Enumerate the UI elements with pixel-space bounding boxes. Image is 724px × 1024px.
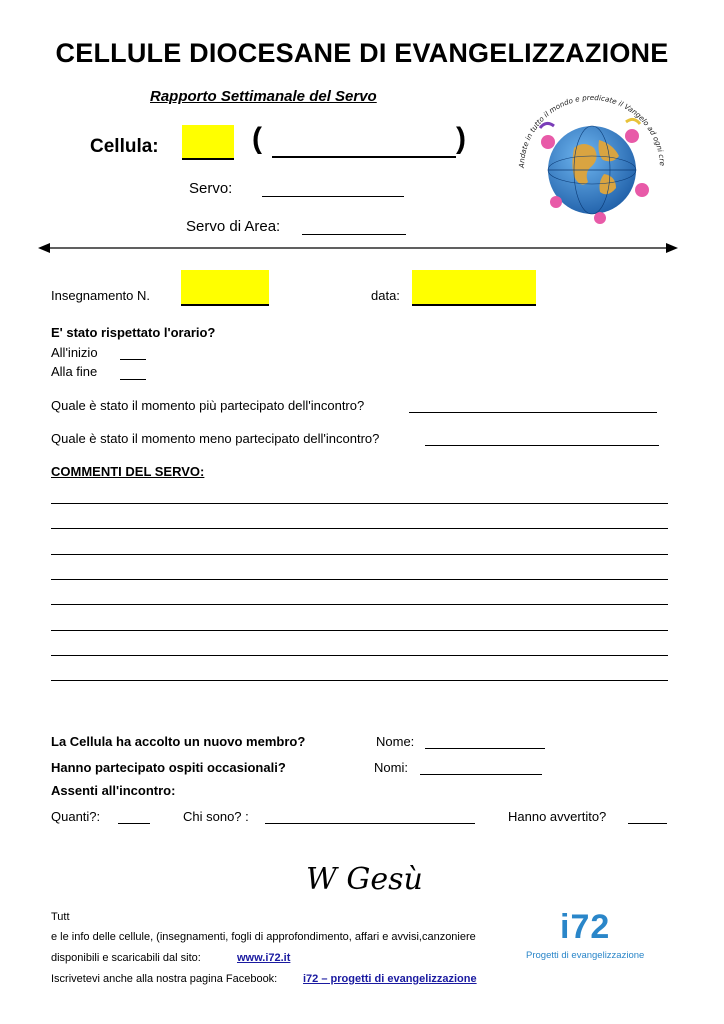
- servo-label: Servo:: [189, 180, 233, 197]
- comment-line[interactable]: [51, 503, 668, 504]
- comment-line[interactable]: [51, 604, 668, 605]
- how-many-label: Quanti?:: [51, 809, 101, 824]
- footer-line-4: Iscrivetevi anche alla nostra pagina Facebook:: [51, 973, 278, 985]
- comment-line[interactable]: [51, 655, 668, 656]
- area-servo-field[interactable]: [302, 234, 406, 235]
- start-field[interactable]: [120, 359, 146, 360]
- cell-paren-close: ): [456, 122, 466, 155]
- new-member-name-field[interactable]: [425, 748, 545, 749]
- footer-line-3: disponibili e scaricabili dal sito:: [51, 952, 201, 964]
- signature: W Gesù: [306, 862, 423, 897]
- comment-line[interactable]: [51, 630, 668, 631]
- report-subtitle: Rapporto Settimanale del Servo: [150, 88, 377, 105]
- logo-arc-text: Andate in tutto il mondo e predicate il Vangelo ad ogni cre: [516, 92, 667, 169]
- cell-name-field[interactable]: [272, 156, 456, 158]
- start-label: All'inizio: [51, 345, 98, 360]
- footer-line-1: Tutt: [51, 911, 70, 923]
- comments-heading: COMMENTI DEL SERVO:: [51, 464, 205, 479]
- comment-line[interactable]: [51, 579, 668, 580]
- comment-line[interactable]: [51, 554, 668, 555]
- page-title: CELLULE DIOCESANE DI EVANGELIZZAZIONE: [55, 38, 669, 68]
- names-label: Nomi:: [374, 760, 408, 775]
- lesson-number-field[interactable]: [181, 270, 269, 306]
- warned-label: Hanno avvertito?: [508, 809, 607, 824]
- lesson-number-label: Insegnamento N.: [51, 288, 151, 303]
- comment-line[interactable]: [51, 680, 668, 681]
- warned-field[interactable]: [628, 823, 667, 824]
- name-label: Nome:: [376, 734, 415, 749]
- who-field[interactable]: [265, 823, 475, 824]
- cell-paren-open: (: [252, 122, 262, 155]
- guests-names-field[interactable]: [420, 774, 542, 775]
- schedule-question: E' stato rispettato l'orario?: [51, 325, 216, 340]
- new-member-question: La Cellula ha accolto un nuovo membro?: [51, 734, 306, 749]
- site-link[interactable]: www.i72.it: [237, 952, 291, 964]
- most-participated-question: Quale è stato il momento più partecipato dell'incontro?: [51, 398, 365, 413]
- cell-label: Cellula:: [90, 136, 159, 157]
- servo-field[interactable]: [262, 196, 404, 197]
- footer-line-2: e le info delle cellule, (insegnamenti, fogli di approfondimento, affari e avvisi,canzoniere: [51, 931, 476, 943]
- i72-tagline: Progetti di evangelizzazione: [526, 950, 645, 961]
- end-field[interactable]: [120, 379, 146, 380]
- globe-logo: [504, 78, 680, 242]
- area-servo-label: Servo di Area:: [186, 218, 281, 235]
- least-participated-field[interactable]: [425, 445, 659, 446]
- divider-arrow: [38, 240, 678, 256]
- how-many-field[interactable]: [118, 823, 150, 824]
- date-field[interactable]: [412, 270, 536, 306]
- most-participated-field[interactable]: [409, 412, 657, 413]
- who-label: Chi sono? :: [183, 809, 249, 824]
- cell-number-field[interactable]: [182, 125, 234, 160]
- facebook-link[interactable]: i72 – progetti di evangelizzazione: [303, 973, 477, 985]
- least-participated-question: Quale è stato il momento meno partecipato dell'incontro?: [51, 431, 380, 446]
- end-label: Alla fine: [51, 364, 98, 379]
- date-label: data:: [371, 288, 400, 303]
- comment-line[interactable]: [51, 528, 668, 529]
- guests-question: Hanno partecipato ospiti occasionali?: [51, 760, 286, 775]
- absent-heading: Assenti all'incontro:: [51, 783, 176, 798]
- i72-logo: i72: [560, 908, 611, 946]
